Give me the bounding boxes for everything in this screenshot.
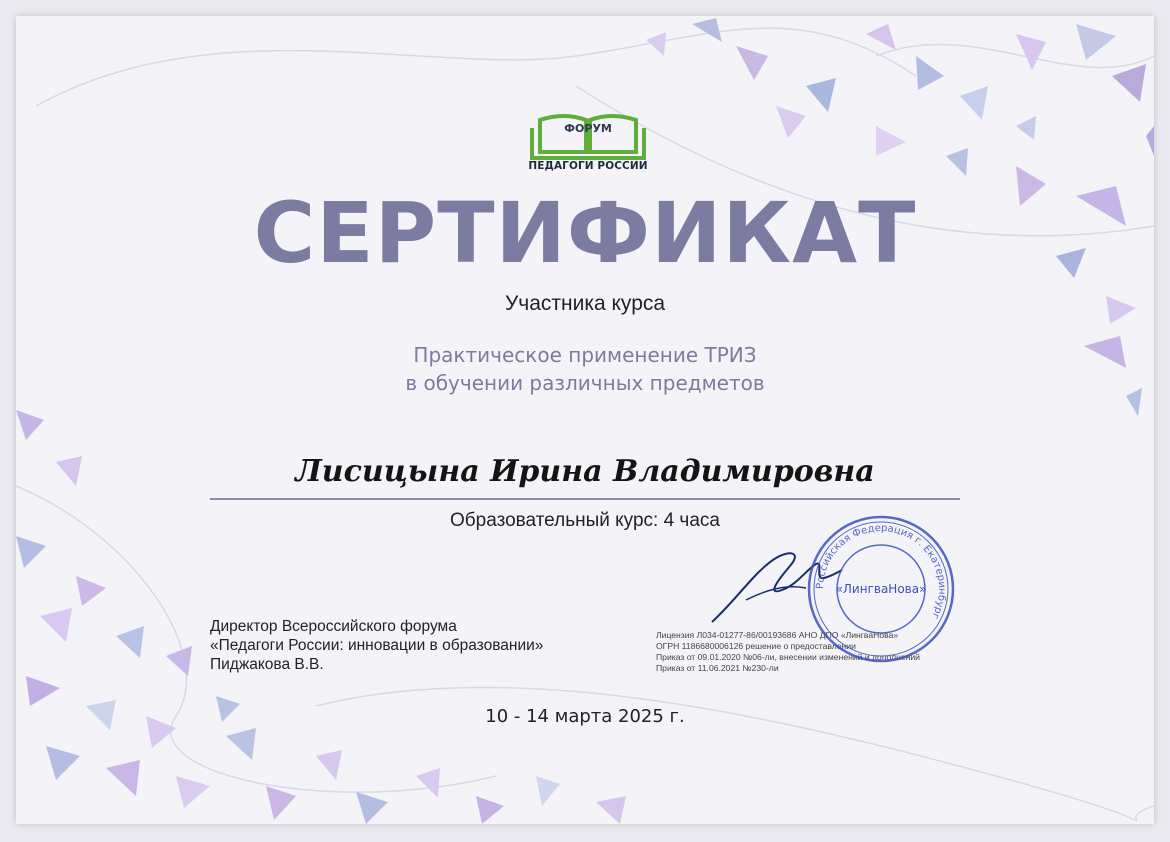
course-title-line-1: Практическое применение ТРИЗ: [413, 343, 757, 367]
stamp-center-text: «ЛингваНова»: [835, 582, 927, 596]
course-dates: 10 - 14 марта 2025 г.: [485, 706, 685, 727]
director-line-2: «Педагоги России: инновации в образовании»: [210, 637, 544, 654]
stamp-outer-text: Российская Федерация г. Екатеринбург: [814, 522, 948, 621]
certificate-sheet: [16, 16, 1154, 824]
director-line-3: Пиджакова В.В.: [210, 656, 324, 673]
course-hours: Образовательный курс: 4 часа: [450, 510, 720, 531]
logo-bottom-text: ПЕДАГОГИ РОССИИ: [528, 160, 648, 172]
certificate-title: СЕРТИФИКАТ: [253, 184, 917, 282]
certificate-subtitle: Участника курса: [504, 292, 666, 315]
forum-logo: [528, 108, 648, 176]
license-line-3: Приказ от 09.01.2020 №06-ли, внесении изменений и дополнений: [656, 652, 920, 662]
course-title: [16, 341, 1154, 397]
name-underline: [210, 498, 960, 500]
director-block: [210, 617, 543, 674]
director-line-1: Директор Всероссийского форума: [210, 618, 457, 635]
course-title-line-2: в обучении различных предметов: [405, 371, 765, 395]
svg-text:Российская Федерация г. Екатер: [815, 523, 947, 621]
license-line-2: ОГРН 1186680006126 решение о предоставлении: [656, 641, 856, 651]
recipient-name: Лисицына Ирина Владимировна: [295, 454, 875, 489]
license-line-4: Приказ от 11.06.2021 №230-ли: [656, 663, 779, 673]
organization-stamp: [806, 514, 956, 664]
logo-top-text: ФОРУМ: [564, 122, 612, 135]
license-line-1: Лицензия Л034-01277-86/00193686 АНО ДПО «ЛингваНова»: [656, 630, 899, 640]
